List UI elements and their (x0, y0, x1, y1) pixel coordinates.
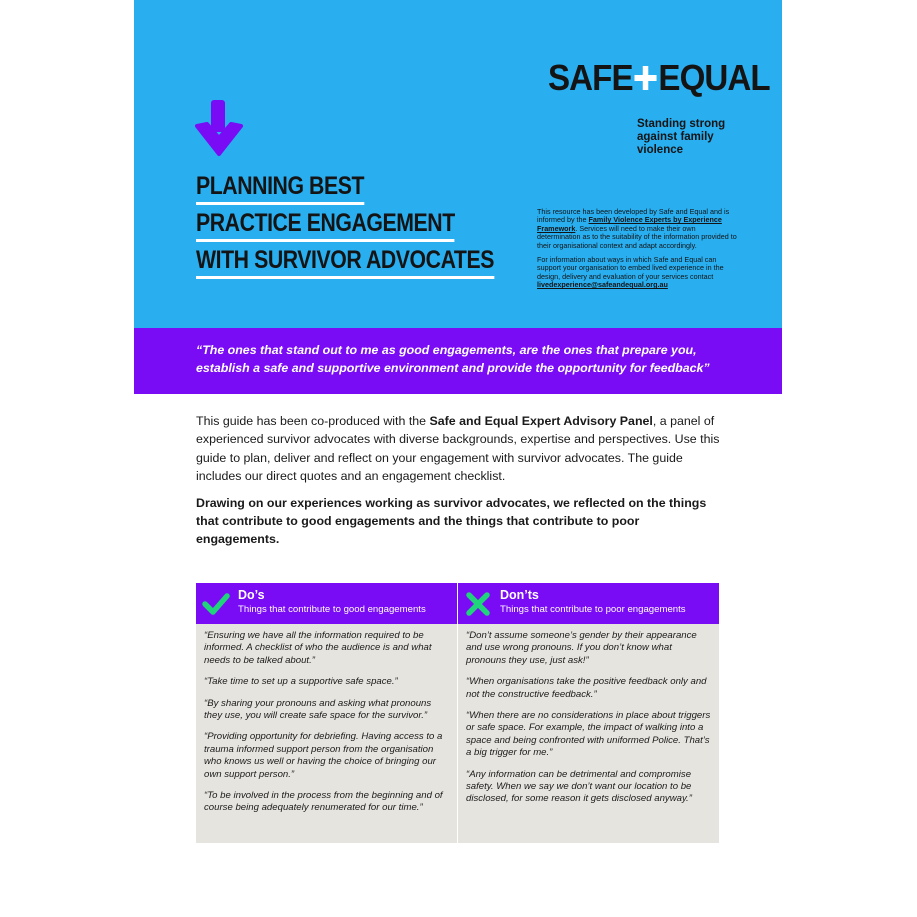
note-paragraph-1: This resource has been developed by Safe and Equal and is informed by the Family Violence Experts by Experience Framework. Services will need to make their own determination as to the suitability of the information provided to their organisational context and adapt accordingly. (537, 207, 737, 250)
dos-quote: “Take time to set up a supportive safe space.” (204, 676, 398, 688)
dos-quote: “Ensuring we have all the information required to be informed. A checklist of who the audience is and what needs to be talked about.” (204, 630, 432, 666)
cross-icon (464, 590, 492, 618)
donts-quote: “When there are no considerations in place about triggers or safe space. For example, the impact of walking into a space and being confronted with uniformed Police. That’s a big trigger for me.” (466, 710, 711, 759)
reflection-paragraph: Drawing on our experiences working as survivor advocates, we reflected on the things that contribute to good engagements and the things that contribute to poor engagements. (196, 495, 707, 547)
note-paragraph-2: For information about ways in which Safe and Equal can support your organisation to embed lived experience in the design, delivery and evaluation of your services contact livedexperience@safeandequal.org.au (537, 255, 724, 290)
donts-quote: “Any information can be detrimental and compromise safety. When we say we don’t want our location to be disclosed, for some reason it gets disclosed anyway.” (466, 768, 692, 805)
safe-and-equal-logo (548, 58, 789, 98)
donts-subtitle: Things that contribute to poor engagements (500, 604, 686, 615)
intro-text (196, 412, 726, 557)
dos-title: Do’s (238, 588, 265, 602)
dos-header (196, 583, 457, 624)
donts-quotes (466, 630, 712, 815)
quote-banner (134, 328, 782, 394)
logo-word-equal: EQUAL (658, 57, 770, 98)
logo-word-safe: SAFE (548, 57, 633, 98)
donts-header (458, 583, 719, 624)
dos-quote: “Providing opportunity for debriefing. Having access to a trauma informed support person from the organisation who knows us well or having the choice of bringing our own support person.” (204, 731, 443, 780)
donts-quote: “When organisations take the positive feedback only and not the constructive feedback.” (466, 676, 707, 700)
donts-column (458, 583, 719, 843)
document-page (134, 0, 782, 917)
dos-quote: “By sharing your pronouns and asking what pronouns they use, you will create safe space for the survivor.” (204, 697, 432, 722)
resource-note (537, 208, 737, 296)
dos-subtitle: Things that contribute to good engagements (238, 604, 426, 615)
page-title (196, 172, 496, 283)
advisory-panel-name: Safe and Equal Expert Advisory Panel (429, 414, 653, 428)
intro-paragraph: This guide has been co-produced with the Safe and Equal Expert Advisory Panel, a panel of experienced survivor advocates with diverse backgrounds, expertise and perspectives. Use this guide to plan, deliver and reflect on your engagement with survivor advocates. The guide includes our direct quotes and an engagement checklist. (196, 414, 720, 484)
title-line-3: WITH SURVIVOR ADVOCATES (196, 246, 494, 279)
contact-email-link[interactable]: livedexperience@safeandequal.org.au (537, 280, 668, 290)
banner-quote: “The ones that stand out to me as good engagements, are the ones that prepare you, establish a safe and supportive environment and provide the opportunity for feedback” (196, 343, 710, 375)
title-line-2: PRACTICE ENGAGEMENT (196, 209, 455, 242)
framework-link[interactable]: Family Violence Experts by Experience Framework (537, 215, 722, 233)
dos-column (196, 583, 457, 843)
plus-icon (634, 66, 656, 90)
donts-title: Don’ts (500, 588, 539, 602)
check-icon (202, 590, 230, 618)
down-arrow-icon (194, 98, 244, 158)
dos-quotes (204, 630, 450, 824)
title-line-1: PLANNING BEST (196, 172, 364, 205)
tagline: Standing strong against family violence (637, 118, 726, 156)
hero-banner (134, 0, 782, 328)
dos-quote: “To be involved in the process from the beginning and of course being adequately renumerated for our time.” (204, 790, 443, 814)
dos-donts-table (196, 583, 719, 843)
donts-quote: “Don’t assume someone’s gender by their appearance and use wrong pronouns. If you don’t know what pronouns they use, just ask!” (466, 630, 697, 666)
